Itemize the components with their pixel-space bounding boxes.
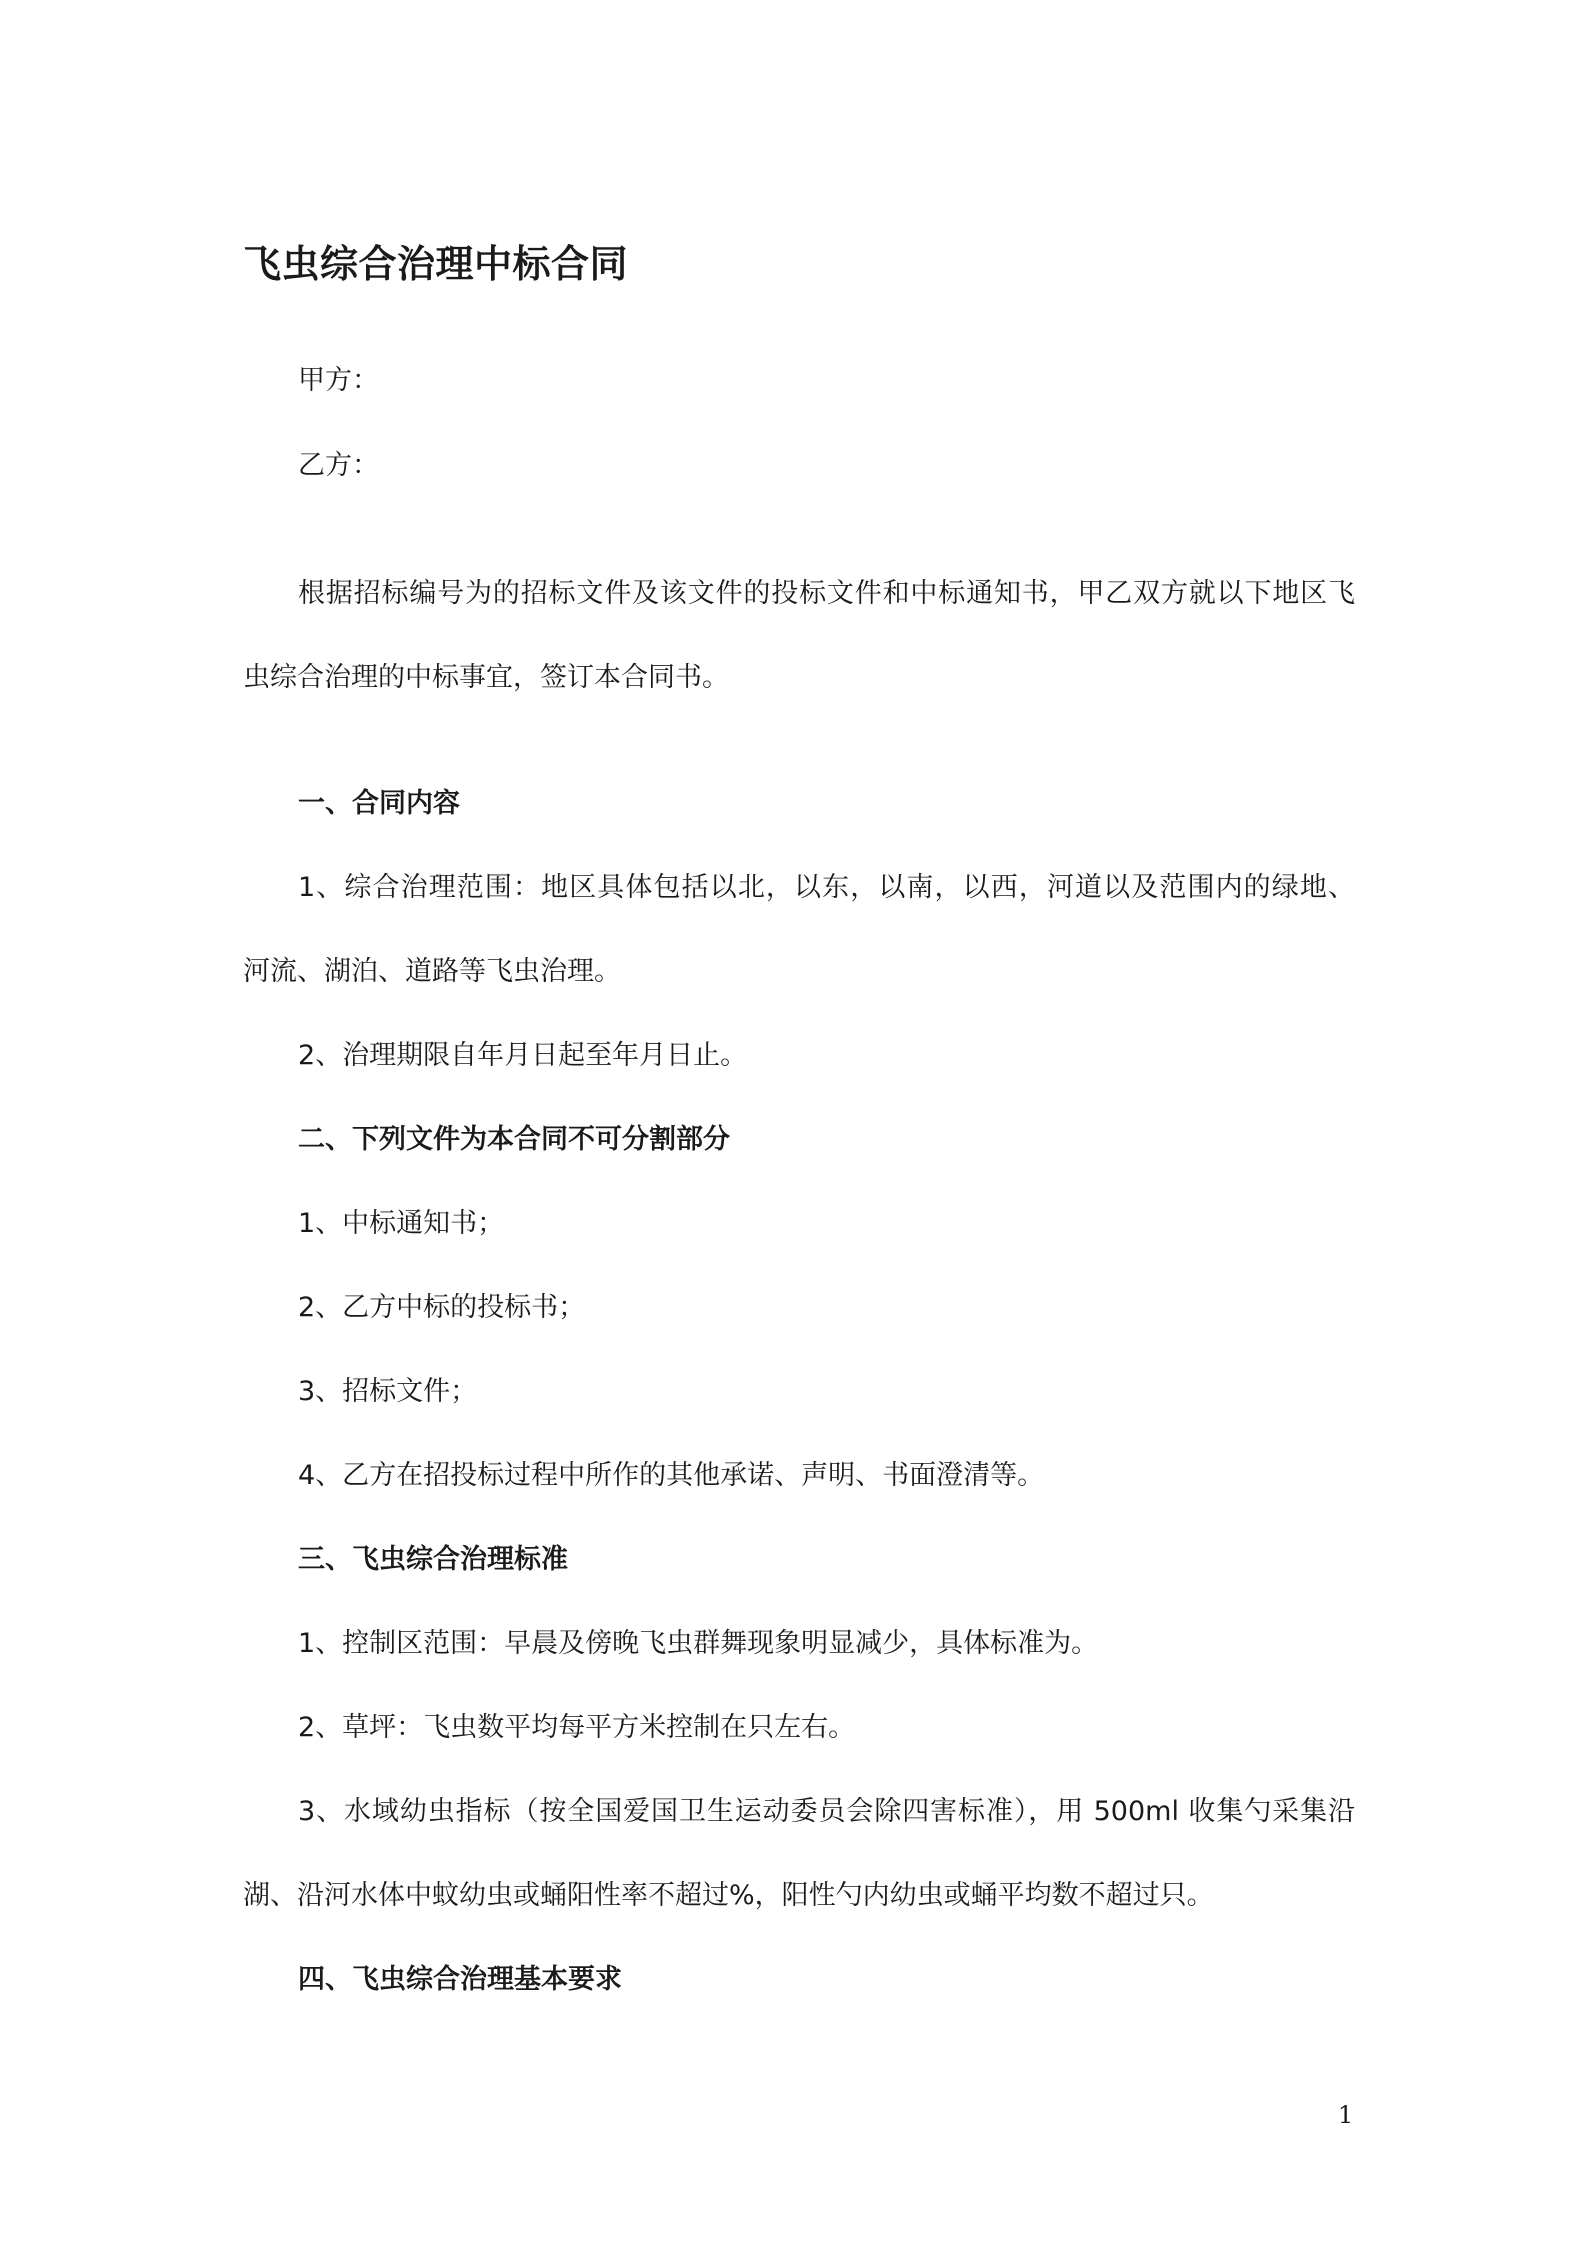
- section-3-item-2: 2、草坪：飞虫数平均每平方米控制在只左右。: [298, 1712, 856, 1743]
- document-title: 飞虫综合治理中标合同: [243, 242, 629, 286]
- section-2-item-1: 1、中标通知书；: [298, 1208, 505, 1239]
- section-1-item-1-line-2: 河流、湖泊、道路等飞虫治理。: [243, 956, 621, 987]
- page-number: 1: [1338, 2101, 1354, 2129]
- section-1-item-2: 2、治理期限自年月日起至年月日止。: [298, 1040, 748, 1071]
- section-3-item-3-line-2: 湖、沿河水体中蚊幼虫或蛹阳性率不超过%，阳性勺内幼虫或蛹平均数不超过只。: [243, 1880, 1214, 1911]
- section-4-heading: 四、飞虫综合治理基本要求: [298, 1964, 622, 1995]
- section-2-item-3: 3、招标文件；: [298, 1376, 478, 1407]
- section-2-item-4: 4、乙方在招投标过程中所作的其他承诺、声明、书面澄清等。: [298, 1460, 1045, 1491]
- intro-paragraph-line-1: 根据招标编号为的招标文件及该文件的投标文件和中标通知书，甲乙双方就以下地区飞: [298, 578, 1355, 609]
- section-1-item-1-line-1: 1、综合治理范围：地区具体包括以北，以东，以南，以西，河道以及范围内的绿地、: [298, 872, 1355, 903]
- party-a-label: 甲方：: [298, 365, 379, 396]
- section-3-item-3-line-1: 3、水域幼虫指标（按全国爱国卫生运动委员会除四害标准），用 500ml 收集勺采集沿: [298, 1796, 1355, 1827]
- section-3-item-1: 1、控制区范围：早晨及傍晚飞虫群舞现象明显减少，具体标准为。: [298, 1628, 1099, 1659]
- party-b-label: 乙方：: [298, 450, 379, 481]
- section-2-heading: 二、下列文件为本合同不可分割部分: [298, 1124, 730, 1155]
- section-3-heading: 三、飞虫综合治理标准: [298, 1544, 568, 1575]
- section-2-item-2: 2、乙方中标的投标书；: [298, 1292, 586, 1323]
- intro-paragraph-line-2: 虫综合治理的中标事宜，签订本合同书。: [243, 662, 729, 693]
- section-1-heading: 一、合同内容: [298, 788, 460, 819]
